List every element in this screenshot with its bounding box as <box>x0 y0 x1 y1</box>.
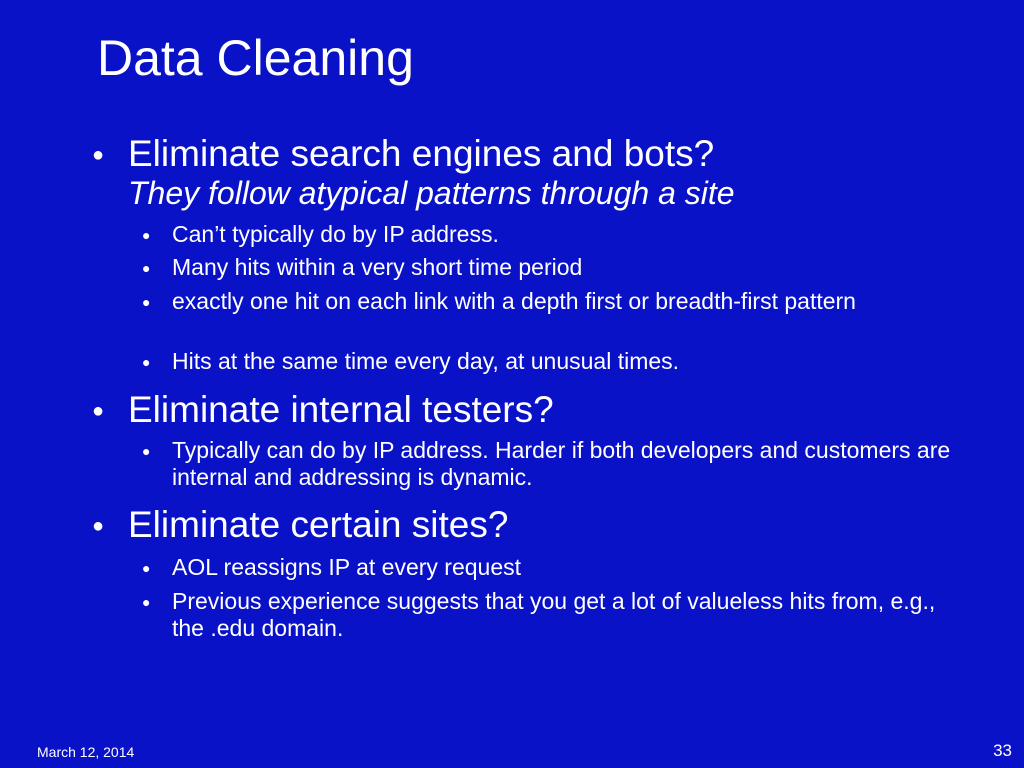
bullet-dot-icon: ● <box>92 144 105 166</box>
sub-bullet-edu-domain: Previous experience suggests that you get a lot of valueless hits from, e.g., the .edu domain. <box>172 588 936 641</box>
sub-bullet-ip-dynamic: Typically can do by IP address. Harder if both developers and customers are internal and addressing is dynamic. <box>172 437 951 490</box>
slide-title: Data Cleaning <box>97 30 414 86</box>
footer-date: March 12, 2014 <box>37 744 135 760</box>
sub-bullet-many-hits: Many hits within a very short time period <box>172 254 583 280</box>
sub-bullet-dot-icon: ● <box>142 354 151 370</box>
sub-bullet-ip-address: Can’t typically do by IP address. <box>172 221 499 247</box>
sub-bullet-same-time: Hits at the same time every day, at unusual times. <box>172 348 680 374</box>
sub-bullet-dot-icon: ● <box>142 294 151 310</box>
sub-bullet-dot-icon: ● <box>142 260 151 276</box>
bullet-dot-icon: ● <box>92 400 105 422</box>
bullet-certain-sites: Eliminate certain sites? <box>128 504 509 545</box>
sub-bullet-one-hit-pattern: exactly one hit on each link with a depth first or breadth-first pattern <box>172 288 856 314</box>
sub-bullet-dot-icon: ● <box>142 594 151 610</box>
page-number: 33 <box>993 741 1012 760</box>
sub-bullet-dot-icon: ● <box>142 443 151 459</box>
sub-bullet-dot-icon: ● <box>142 227 151 243</box>
bullet-dot-icon: ● <box>92 515 105 537</box>
bullet-search-engines-note: They follow atypical patterns through a site <box>128 175 735 211</box>
sub-bullet-aol: AOL reassigns IP at every request <box>172 554 522 580</box>
sub-bullet-dot-icon: ● <box>142 560 151 576</box>
bullet-internal-testers: Eliminate internal testers? <box>128 389 554 430</box>
bullet-search-engines: Eliminate search engines and bots? <box>128 133 715 174</box>
